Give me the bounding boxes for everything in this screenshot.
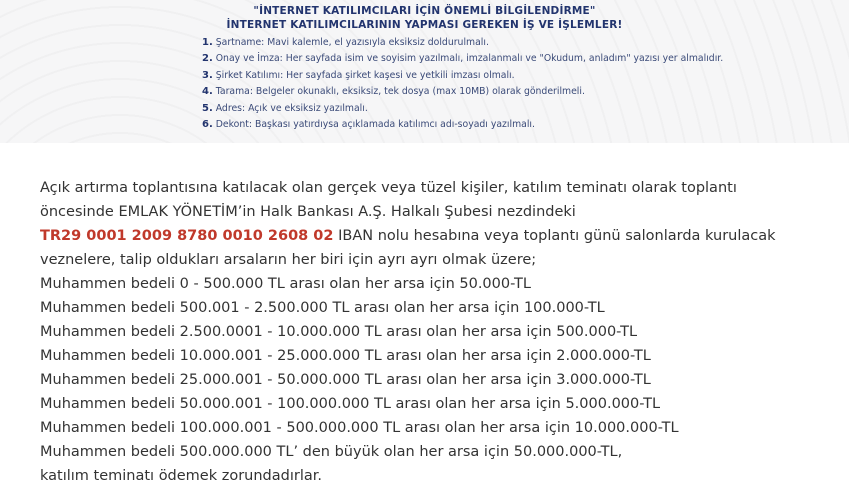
rule-item — [202, 119, 822, 135]
closing-line: katılım teminatı ödemek zorundadırlar. — [40, 468, 322, 484]
info-banner-image — [0, 0, 849, 143]
rule-item — [202, 86, 822, 102]
rule-number: 4. — [202, 86, 213, 98]
rules-list — [202, 37, 822, 135]
rule-text: Dekont: Başkası yatırdıysa açıklamada katılımcı adı-soyadı yazılmalı. — [215, 118, 535, 130]
paragraph-line: veznelere, talip oldukları arsaların her biri için ayrı ayrı olmak üzere; — [40, 252, 537, 268]
rule-item — [202, 37, 822, 53]
fee-bracket-line: Muhammen bedeli 100.000.001 - 500.000.000 TL arası olan her arsa için 10.000.000-TL — [40, 420, 679, 436]
rule-text: Şirket Katılımı: Her sayfada şirket kaşesi ve yetkili imzası olmalı. — [215, 69, 515, 81]
rule-number: 6. — [202, 118, 213, 130]
rule-number: 3. — [202, 69, 213, 81]
banner-title: "İNTERNET KATILIMCILARI İÇİN ÖNEMLİ BİLGİLENDİRME" — [253, 5, 596, 17]
rule-item — [202, 53, 822, 69]
fee-bracket-line: Muhammen bedeli 500.001 - 2.500.000 TL arası olan her arsa için 100.000-TL — [40, 300, 605, 316]
rule-text: Tarama: Belgeler okunaklı, eksiksiz, tek dosya (max 10MB) olarak gönderilmeli. — [215, 86, 585, 98]
rule-text: Şartname: Mavi kalemle, el yazısıyla eksiksiz doldurulmalı. — [215, 37, 489, 48]
iban-number: TR29 0001 2009 8780 0010 2608 02 — [40, 228, 334, 244]
banner-subtitle: İNTERNET KATILIMCILARININ YAPMASI GEREKEN İŞ VE İŞLEMLER! — [226, 19, 623, 31]
fee-bracket-line: Muhammen bedeli 10.000.001 - 25.000.000 TL arası olan her arsa için 2.000.000-TL — [40, 348, 651, 364]
rule-number: 1. — [202, 37, 213, 48]
rule-text: Onay ve İmza: Her sayfada isim ve soyisim yazılmalı, imzalanmalı ve "Okudum, anladım" yazısı yer almalıdır. — [215, 53, 724, 65]
rule-number: 5. — [202, 102, 213, 114]
iban-line — [40, 224, 840, 248]
rule-number: 2. — [202, 53, 213, 65]
rule-text: Adres: Açık ve eksiksiz yazılmalı. — [215, 102, 368, 114]
article-body — [40, 176, 840, 488]
fee-bracket-line: Muhammen bedeli 0 - 500.000 TL arası olan her arsa için 50.000-TL — [40, 276, 531, 292]
rule-item — [202, 103, 822, 119]
rule-item — [202, 70, 822, 86]
paragraph-line: öncesinde EMLAK YÖNETİM’in Halk Bankası A.Ş. Halkalı Şubesi nezdindeki — [40, 204, 576, 220]
fee-bracket-line: Muhammen bedeli 500.000.000 TL’ den büyük olan her arsa için 50.000.000-TL, — [40, 444, 623, 460]
paragraph-line: Açık artırma toplantısına katılacak olan gerçek veya tüzel kişiler, katılım teminatı olarak toplantı — [40, 180, 737, 196]
fee-bracket-line: Muhammen bedeli 25.000.001 - 50.000.000 TL arası olan her arsa için 3.000.000-TL — [40, 372, 651, 388]
iban-suffix-text: IBAN nolu hesabına veya toplantı günü salonlarda kurulacak — [333, 228, 776, 244]
fee-bracket-line: Muhammen bedeli 2.500.0001 - 10.000.000 TL arası olan her arsa için 500.000-TL — [40, 324, 638, 340]
fee-bracket-line: Muhammen bedeli 50.000.001 - 100.000.000 TL arası olan her arsa için 5.000.000-TL — [40, 396, 661, 412]
